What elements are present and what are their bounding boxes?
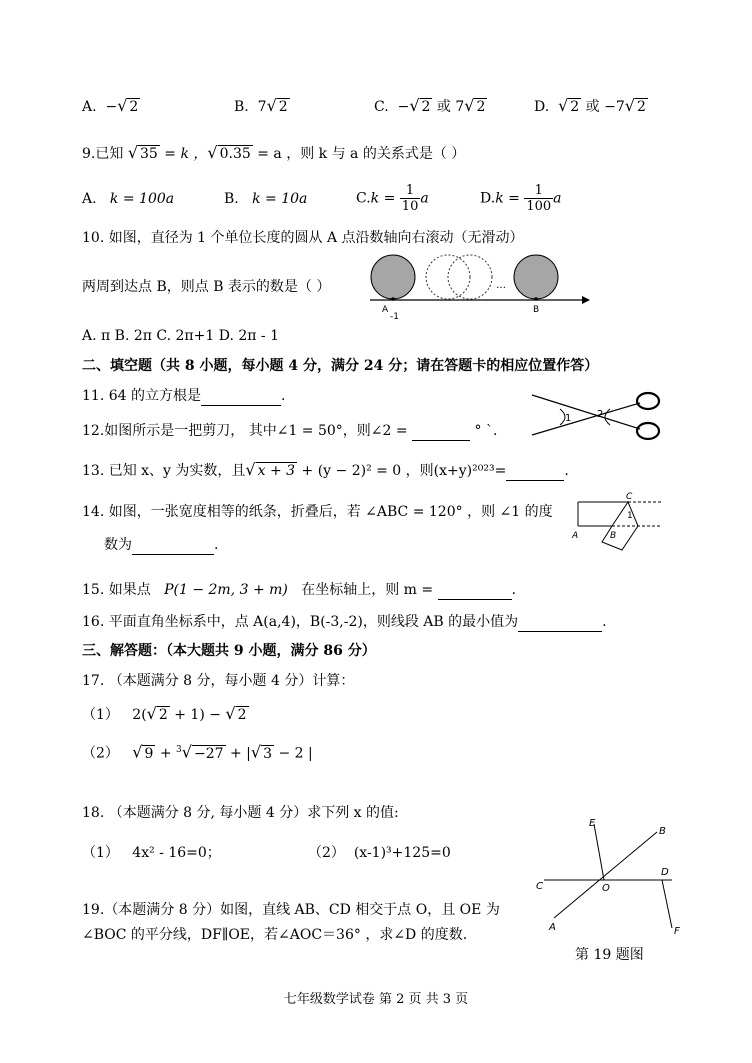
q19-line2: ∠BOC 的平分线，DF∥OE，若∠AOC＝36° ，求∠D 的度数. <box>82 927 468 943</box>
q17-part-1: （1） 2(√ 2 + 1) − √ 2 <box>82 704 247 723</box>
q9-stem: 9.已知 √ 35 = k ，√ 0.35 = a ，则 k 与 a 的关系式是（ ） <box>82 143 466 162</box>
segment-df <box>662 880 672 928</box>
label-b: B <box>533 305 540 315</box>
ellipsis: … <box>496 280 506 291</box>
q8-option-c: C. −√ 2 或 7√ 2 <box>374 96 486 115</box>
section-3-title: 三、解答题：（本大题共 9 小题，满分 86 分） <box>82 643 376 659</box>
q9-option-b: B. k = 10a <box>224 191 308 207</box>
label-b: B <box>659 826 666 837</box>
end-circle <box>514 255 558 299</box>
q18-part-1: （1） 4x² - 16=0； <box>82 845 221 861</box>
q9-option-a: A. k = 100a <box>82 191 175 207</box>
point-b-dot <box>534 297 538 301</box>
q18-title: 18. （本题满分 8 分, 每小题 4 分）求下列 x 的值: <box>82 805 399 821</box>
q10-line2: 两周到达点 B，则点 B 表示的数是（ ） <box>82 279 331 295</box>
q9-option-c: C.k = $\frac{1}{10}$ a <box>356 183 429 214</box>
handle-upper <box>637 393 659 409</box>
q13-answer-blank[interactable] <box>506 464 564 481</box>
q10-options: A. π B. 2π C. 2π+1 D. 2π - 1 <box>82 328 279 344</box>
ray-oe <box>594 824 604 880</box>
label-1: 1 <box>627 511 633 521</box>
label-o: O <box>602 883 610 894</box>
point-a-dot <box>391 297 395 301</box>
angle-label-1: 1 <box>565 413 572 424</box>
q13: 13. 已知 x、y 为实数，且√ x + 3 + (y − 2)² = 0 ，则(x+y)²⁰²³= . <box>82 460 569 479</box>
q17-title: 17. （本题满分 8 分，每小题 4 分）计算： <box>82 673 355 689</box>
q11-answer-blank[interactable] <box>201 389 281 406</box>
line-ab <box>554 832 657 918</box>
label-e: E <box>589 818 596 829</box>
label-minus-1: -1 <box>390 312 399 322</box>
q17-part-2: （2） √ 9 + $^3$√ −27 + |√ 3 − 2 | <box>82 742 313 762</box>
section-2-title: 二、填空题（共 8 小题，每小题 4 分，满分 24 分；请在答题卡的相应位置作答） <box>82 358 599 374</box>
q16: 16. 平面直角坐标系中，点 A(a,4)，B(-3,-2)，则线段 AB 的最小值为 . <box>82 614 607 630</box>
q9-option-d: D.k = $\frac{1}{100}$ a <box>480 183 562 214</box>
q15: 15. 如果点 P(1 − 2m, 3 + m) 在坐标轴上，则 m = . <box>82 582 517 598</box>
q16-answer-blank[interactable] <box>518 615 602 632</box>
label-a: A <box>382 305 389 315</box>
label-c: C <box>626 492 633 502</box>
q14-folded-strip-figure <box>570 490 670 562</box>
q10-rolling-circle-figure <box>360 252 595 320</box>
angle-2-arc <box>605 409 610 425</box>
angle-label-2: 2 <box>597 409 604 420</box>
q14-answer-blank[interactable] <box>132 538 214 555</box>
page-footer: 七年级数学试卷 第 2 页 共 3 页 <box>283 992 469 1007</box>
label-c: C <box>536 881 543 892</box>
q12: 12.如图所示是一把剪刀， 其中∠1 = 50°，则∠2 = ° `. <box>82 423 498 439</box>
q12-scissors-figure <box>530 389 675 444</box>
q8-option-b: B. 7√ 2 <box>234 96 288 115</box>
label-f: F <box>674 926 680 937</box>
q18-part-2: （2） (x-1)³+125=0 <box>308 845 451 861</box>
label-d: D <box>661 867 669 878</box>
blade-lower <box>532 403 640 435</box>
q15-answer-blank[interactable] <box>438 583 512 600</box>
q8-option-a: A. −√ 2 <box>82 96 139 115</box>
q19-figure-caption: 第 19 题图 <box>575 947 644 963</box>
label-a: A <box>572 531 579 541</box>
start-circle <box>371 255 415 299</box>
q8-option-d: D. √ 2 或 −7√ 2 <box>534 96 646 115</box>
q12-answer-blank[interactable] <box>412 424 470 441</box>
blade-upper <box>532 395 640 429</box>
q11: 11. 64 的立方根是 . <box>82 388 286 404</box>
q10-line1: 10. 如图，直径为 1 个单位长度的圆从 A 点沿数轴向右滚动（无滑动） <box>82 230 524 246</box>
q14-line1: 14. 如图，一张宽度相等的纸条，折叠后，若 ∠ABC = 120° ，则 ∠1 的度 <box>82 504 553 520</box>
q19-line1: 19.（本题满分 8 分）如图，直线 AB、CD 相交于点 O，且 OE 为 <box>82 902 500 918</box>
label-a: A <box>549 922 556 933</box>
label-b: B <box>610 531 617 541</box>
q14-line2: 数为 . <box>104 537 219 553</box>
handle-lower <box>637 423 659 439</box>
arrow-head <box>582 296 590 304</box>
q19-figure <box>532 812 692 942</box>
